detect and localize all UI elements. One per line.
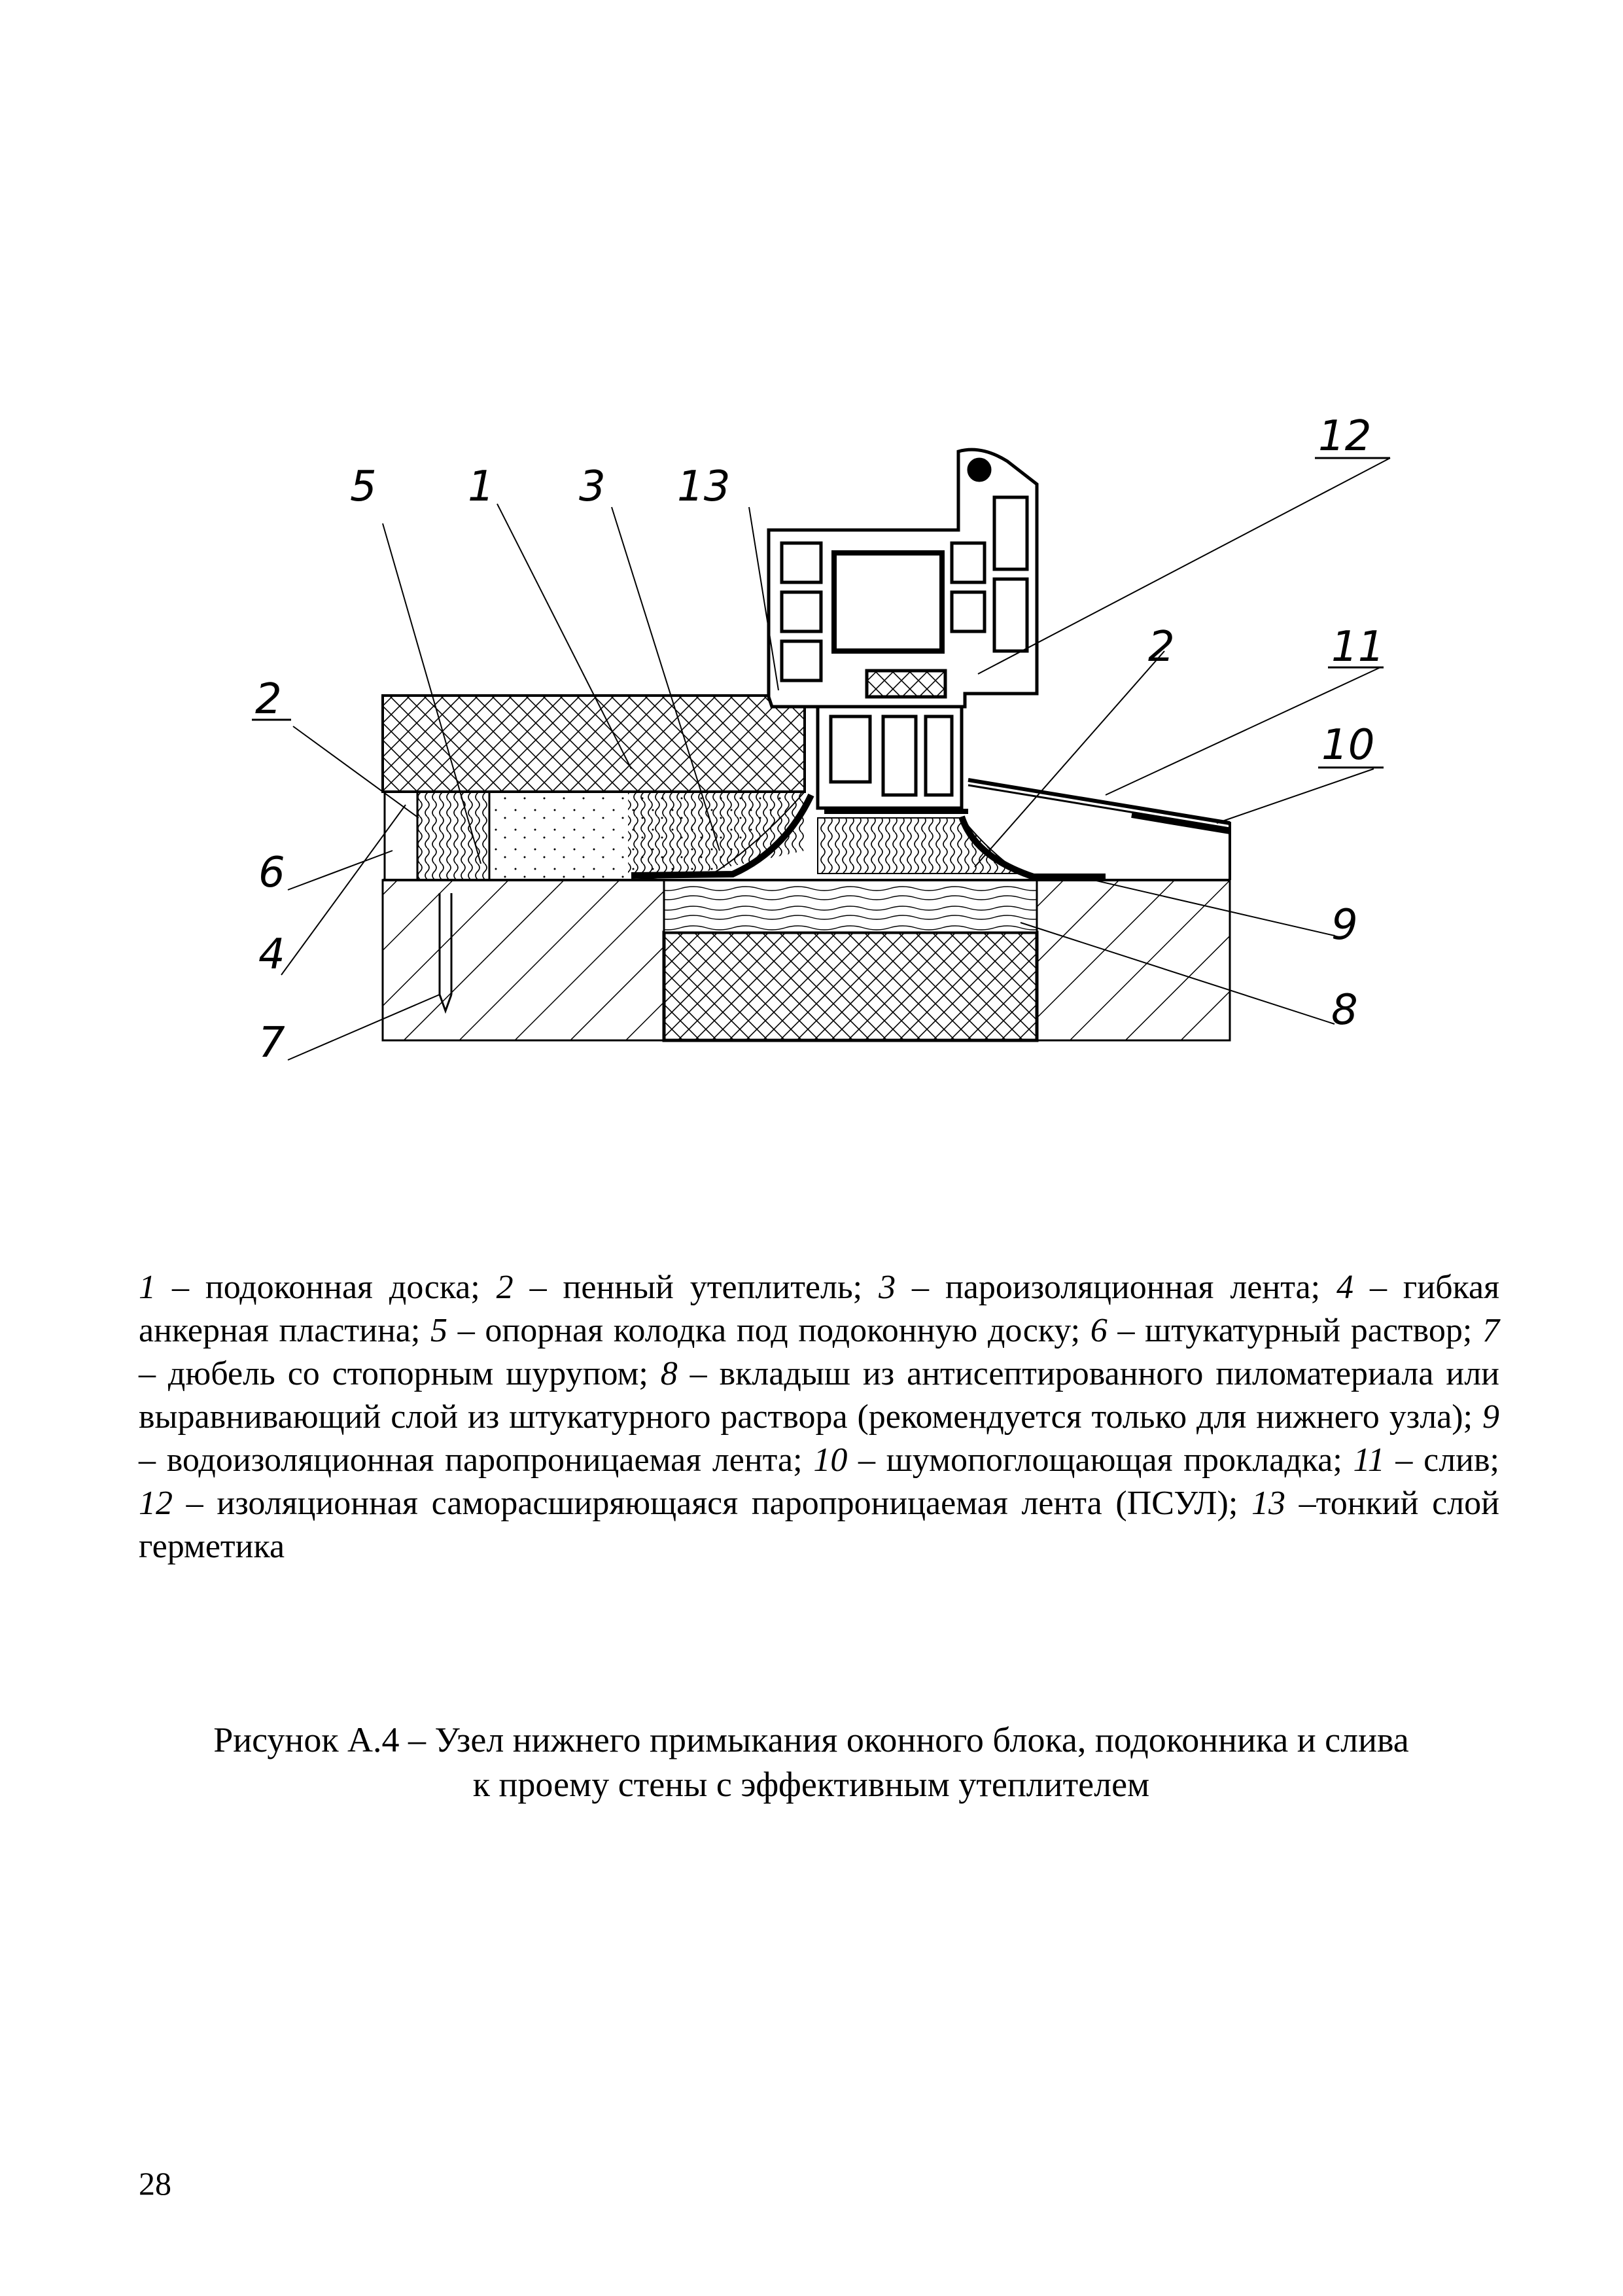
label-13: 13 [677, 463, 731, 511]
label-6: 6 [258, 849, 285, 897]
legend-item: 4 – гибкая анкерная пластина; [139, 1269, 1499, 1349]
caption-line-1: Рисунок А.4 – Узел нижнего примыкания оконного блока, подоконника и слива [213, 1720, 1409, 1759]
legend-item: 9 – водоизоляционная паропроницаемая лента; [139, 1398, 1499, 1479]
label-4: 4 [258, 930, 285, 979]
legend-item: 8 – вкладыш из антисептированного пиломатериала или выравнивающий слой из штукатурного раствора (рекомендуется только для нижнего узла); [139, 1355, 1499, 1436]
label-2-left: 2 [255, 675, 282, 724]
legend-item: 13 –тонкий слой герметика [139, 1485, 1499, 1565]
wall-insulation [664, 932, 1037, 1040]
legend-item: 6 – штукатурный раствор; [1090, 1312, 1482, 1349]
legend-item: 12 – изоляционная саморасширяющаяся паропроницаемая лента (ПСУЛ); [139, 1485, 1251, 1522]
label-2-right: 2 [1148, 623, 1175, 671]
support-block [417, 792, 489, 880]
page-number: 28 [139, 2165, 171, 2202]
window-sill-junction-drawing [0, 0, 1623, 1112]
foam-insulation [489, 792, 1021, 880]
window-frame-profile [769, 450, 1037, 811]
legend-item: 3 – пароизоляционная лента; [879, 1269, 1337, 1306]
label-8: 8 [1331, 986, 1358, 1034]
figure-legend [139, 1266, 1499, 1568]
legend-item: 7 – дюбель со стопорным шурупом; [139, 1312, 1499, 1392]
label-7: 7 [258, 1019, 285, 1067]
label-3: 3 [579, 463, 606, 511]
label-5: 5 [350, 463, 377, 511]
label-10: 10 [1321, 721, 1375, 769]
label-1: 1 [468, 463, 495, 511]
figure-caption [131, 1718, 1492, 1807]
legend-item: 10 – шумопоглощающая прокладка; [813, 1441, 1353, 1479]
caption-line-2: к проему стены с эффективным утеплителем [472, 1765, 1150, 1804]
wooden-insert [664, 880, 1037, 932]
legend-item: 2 – пенный утеплитель; [496, 1269, 879, 1306]
legend-item: 11 – слив; [1353, 1441, 1500, 1479]
label-11: 11 [1331, 623, 1385, 671]
legend-item: 1 – подоконная доска; [139, 1269, 497, 1306]
label-9: 9 [1331, 901, 1358, 949]
legend-item: 5 – опорная колодка под подоконную доску; [430, 1312, 1091, 1349]
label-12: 12 [1318, 412, 1372, 461]
